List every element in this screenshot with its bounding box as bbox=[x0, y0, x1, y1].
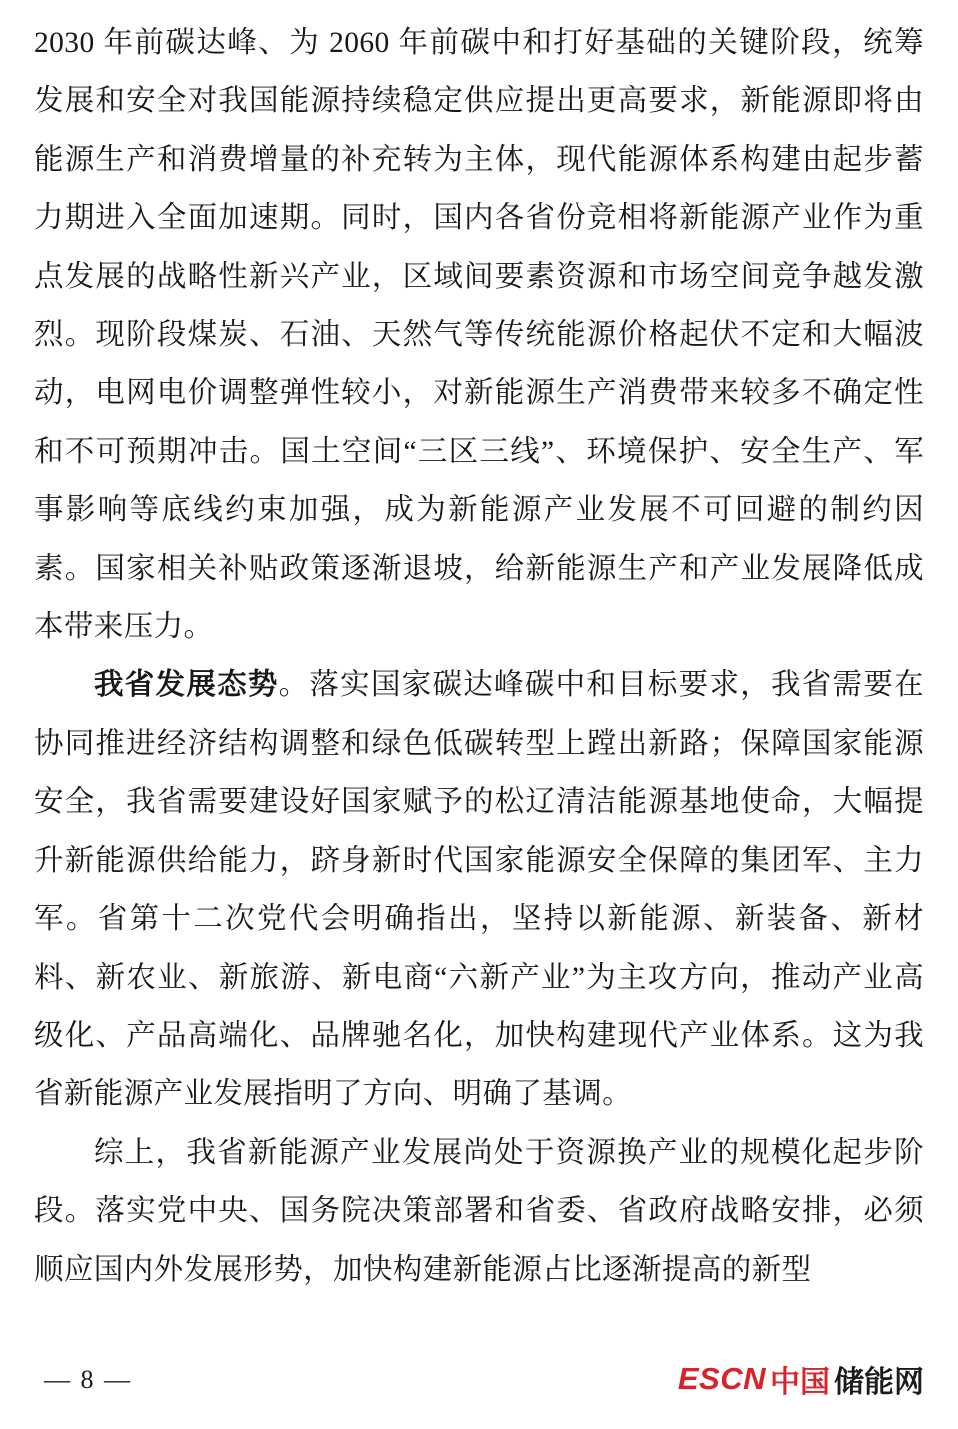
paragraph-1: 2030 年前碳达峰、为 2060 年前碳中和打好基础的关键阶段，统筹发展和安全对我国能源持续稳定供应提出更高要求，新能源即将由能源生产和消费增量的补充转为主体，现代能源体系构建由起步蓄力期进入全面加速期。同时，国内各省份竞相将新能源产业作为重点发展的战略性新兴产业，区域间要素资源和市场空间竞争越发激烈。现阶段煤炭、石油、天然气等传统能源价格起伏不定和大幅波动，电网电价调整弹性较小，对新能源生产消费带来较多不确定性和不可预期冲击。国土空间“三区三线”、环境保护、安全生产、军事影响等底线约束加强，成为新能源产业发展不可回避的制约因素。国家相关补贴政策逐渐退坡，给新能源生产和产业发展降低成本带来压力。 bbox=[34, 27, 924, 644]
page-footer bbox=[0, 1343, 958, 1403]
logo-escn-text: ESCN bbox=[677, 1361, 766, 1396]
page-number: — 8 — bbox=[44, 1365, 132, 1394]
paragraph-3: 综上，我省新能源产业发展尚处于资源换产业的规模化起步阶段。落实党中央、国务院决策部署和省委、省政府战略安排，必须顺应国内外发展形势，加快构建新能源占比逐渐提高的新型 bbox=[34, 1136, 924, 1286]
escn-logo bbox=[678, 1357, 924, 1401]
paragraph-2-lead: 我省发展态势 bbox=[94, 669, 279, 702]
logo-zh-text: 储能网 bbox=[834, 1366, 924, 1399]
document-body bbox=[34, 14, 924, 1429]
paragraph-2-text: 。落实国家碳达峰碳中和目标要求，我省需要在协同推进经济结构调整和绿色低碳转型上蹚出新路；保障国家能源安全，我省需要建设好国家赋予的松辽清洁能源基地使命，大幅提升新能源供给能力，跻身新时代国家能源安全保障的集团军、主力军。省第十二次党代会明确指出，坚持以新能源、新装备、新材料、新农业、新旅游、新电商“六新产业”为主攻方向，推动产业高级化、产品高端化、品牌驰名化，加快构建现代产业体系。这为我省新能源产业发展指明了方向、明确了基调。 bbox=[34, 669, 924, 1111]
logo-cn-text: 中国 bbox=[770, 1366, 830, 1399]
paragraph-2 bbox=[34, 656, 924, 1123]
